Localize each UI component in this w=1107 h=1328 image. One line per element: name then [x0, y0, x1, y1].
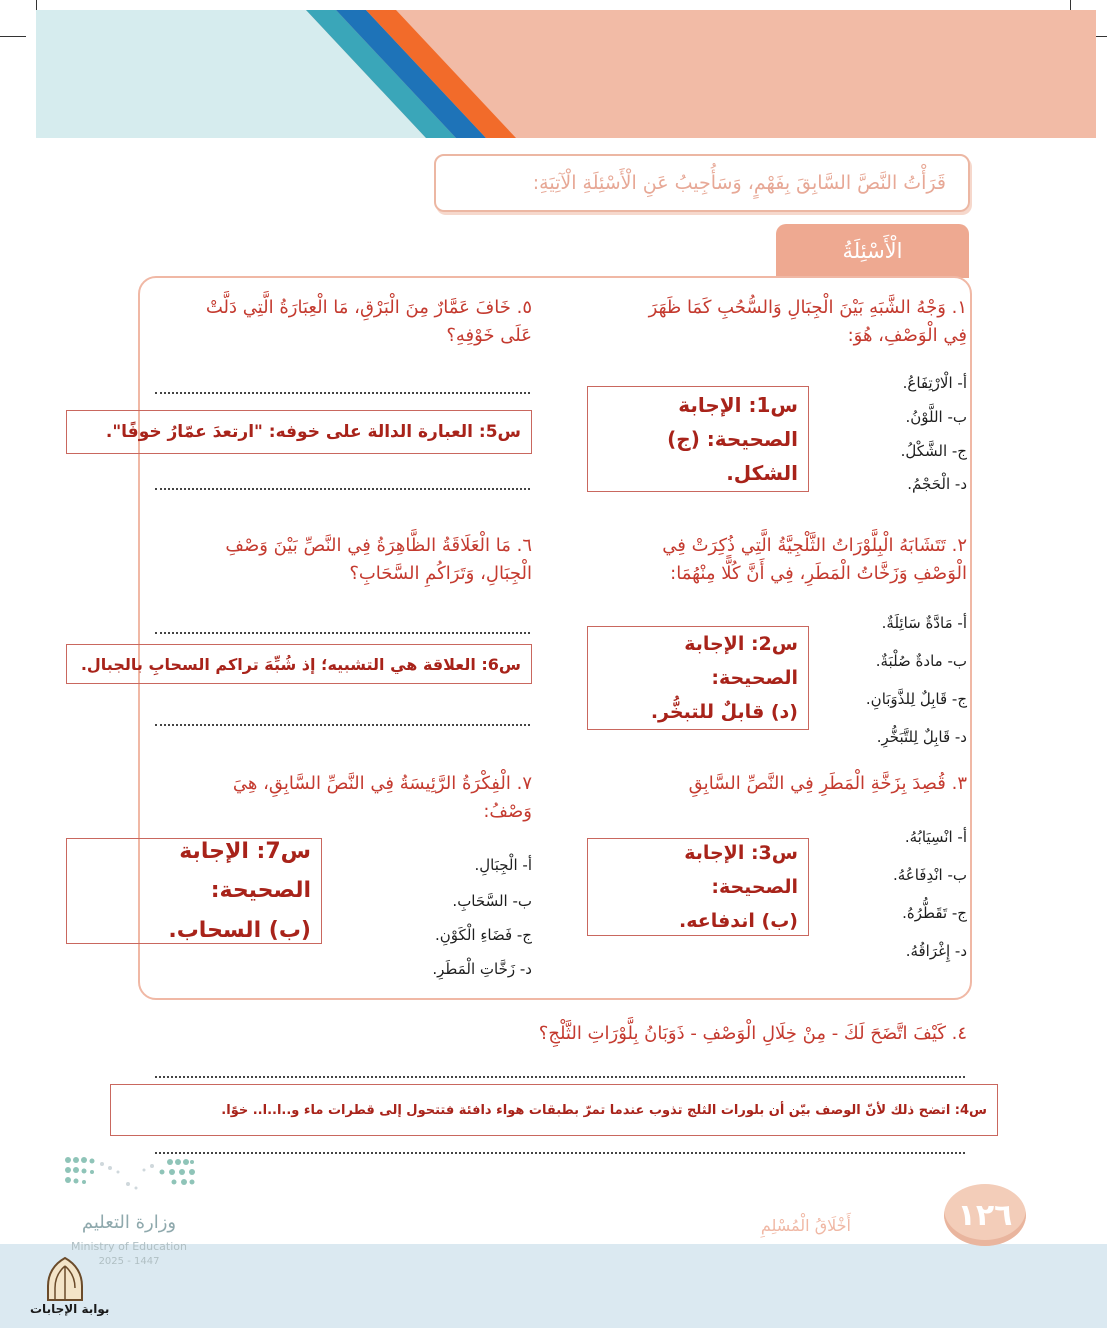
question-5-line1: ٥. خَافَ عَمَّارٌ مِنَ الْبَرْقِ، مَا الْعِبَارَةُ الَّتِي دَلَّتْ	[205, 297, 532, 318]
question-3-line1: ٣. قُصِدَ بِزَخَّةِ الْمَطَرِ فِي النَّصِّ السَّابِقِ	[688, 773, 967, 794]
question-7-line2: وَصْفُ:	[483, 800, 532, 822]
question-2-line2: الْوَصْفِ وَزَخَّاتُ الْمَطَرِ، فِي أَنَّ كُلًّا مِنْهُمَا:	[670, 562, 967, 584]
watermark-text: بوابة الإجابات	[30, 1302, 110, 1316]
question-1-option-b: ب- اللَّوْنُ.	[905, 408, 967, 426]
question-1-line1: ١. وَجْهُ الشَّبَهِ بَيْنَ الْجِبَالِ وَالسُّحُبِ كَمَا ظَهَرَ	[648, 297, 967, 318]
page-number: ١٢٦	[944, 1184, 1026, 1246]
answer-box-3	[587, 838, 809, 936]
question-3-option-d: د- إِغْرَاقُهُ.	[905, 942, 967, 960]
crop-mark	[0, 36, 26, 37]
question-7-option-b: ب- السَّحَابِ.	[452, 892, 532, 910]
question-1-option-d: د- الْحَجْمُ.	[907, 475, 967, 493]
ministry-logo-icon	[62, 1154, 196, 1200]
question-7-line1: ٧. الْفِكْرَةُ الرَّئِيسَةُ فِي النَّصِّ السَّابِقِ، هِيَ	[232, 773, 532, 794]
answer-box-4: س4: اتضح ذلك لأنّ الوصف بيّن أن بلورات الثلج تذوب عندما تمرّ بطبقات هواء دافئة فتتحول إلى قطرات ماء و..ا..ا.. خوًا.	[110, 1084, 998, 1136]
question-2-option-a: أ- مَادَّةٌ سَائِلَةٌ.	[881, 614, 967, 632]
question-6-line1: ٦. مَا الْعَلَاقَةُ الظَّاهِرَةُ فِي النَّصِّ بَيْنَ وَصْفِ	[225, 535, 532, 556]
question-4	[147, 1020, 967, 1048]
question-4-line1: ٤. كَيْفَ اتَّضَحَ لَكَ - مِنْ خِلَالِ الْوَصْفِ - ذَوَبَانُ بِلَّوْرَاتِ الثَّلْجِ؟	[538, 1023, 967, 1044]
answer-2-line2: (د) قابلٌ للتبخُّر.	[650, 701, 798, 724]
question-7-option-a: أ- الْجِبَالِ.	[474, 856, 532, 874]
answer-7-line1: س7: الإجابة الصحيحة:	[179, 838, 311, 904]
answer-box-5: س5: العبارة الدالة على خوفه: "ارتعدَ عمّارُ خوفًا".	[66, 410, 532, 454]
answer-line	[155, 1152, 965, 1154]
answer-line	[155, 724, 530, 726]
watermark-logo-icon	[44, 1256, 86, 1302]
book-title: أَخْلَاقُ الْمُسْلِمِ	[760, 1216, 851, 1235]
question-5-line2: عَلَى خَوْفِهِ؟	[446, 324, 532, 346]
question-2-option-c: ج- قَابِلٌ لِلذَّوَبَانِ.	[865, 690, 967, 708]
answer-line	[155, 488, 530, 490]
answer-1-line2: الصحيحة: (ج) الشكل.	[667, 427, 798, 485]
question-1-option-a: أ- الْارْتِفَاعُ.	[902, 374, 967, 392]
question-3-option-b: ب- انْدِفَاعُهُ.	[892, 866, 967, 884]
question-1	[547, 294, 967, 350]
question-6-line2: الْجِبَالِ، وَتَرَاكُمِ السَّحَابِ؟	[349, 562, 532, 584]
ministry-name-en: Ministry of Education	[70, 1240, 187, 1253]
question-7-option-d: د- زَخَّاتِ الْمَطَرِ.	[432, 960, 532, 978]
answer-2-line1: س2: الإجابة الصحيحة:	[684, 632, 798, 689]
header-stripes	[36, 10, 1096, 138]
question-2-line1: ٢. تَتَشَابَهُ الْبِلَّوْرَاتُ الثَّلْجِيَّةُ الَّتِي ذُكِرَتْ فِي	[662, 535, 967, 556]
answer-line	[155, 1076, 965, 1078]
question-3-option-a: أ- انْسِيَابُهُ.	[904, 828, 967, 846]
question-7	[150, 770, 532, 826]
answer-line	[155, 392, 530, 394]
question-3-option-c: ج- تَقَطُّرُهُ.	[902, 904, 967, 922]
question-1-line2: فِي الْوَصْفِ، هُوَ:	[847, 324, 967, 346]
answer-3-line2: (ب) اندفاعه.	[679, 910, 798, 933]
question-2-option-b: ب- مادةٌ صُلْبَةٌ.	[875, 652, 967, 670]
question-2-option-d: د- قَابِلٌ لِلتَّبَخُّرِ.	[876, 728, 967, 746]
answer-box-7	[66, 838, 322, 944]
ministry-name-ar: وزارة التعليم	[81, 1212, 177, 1233]
answer-box-1	[587, 386, 809, 492]
answer-line	[155, 632, 530, 634]
answer-box-6: س6: العلاقة هي التشبيه؛ إذ شُبِّهَ تراكم السحابِ بالجبال.	[66, 644, 532, 684]
answer-1-line1: س1: الإجابة	[678, 393, 798, 417]
question-7-option-c: ج- فَضَاءِ الْكَوْنِ.	[435, 926, 532, 944]
question-6	[150, 532, 532, 588]
instruction-box: قَرَأْتُ النَّصَّ السَّابِقَ بِفَهْمٍ، وَسَأُجِيبُ عَنِ الْأَسْئِلَةِ الْآتِيَةِ:	[434, 154, 970, 212]
answer-3-line1: س3: الإجابة الصحيحة:	[684, 841, 798, 898]
edition-year: 2025 - 1447	[98, 1256, 160, 1267]
question-1-option-c: ج- الشَّكْلُ.	[900, 442, 967, 460]
section-tab: الْأَسْئِلَةُ	[776, 224, 969, 278]
answer-box-2	[587, 626, 809, 730]
answer-7-line2: (ب) السحاب.	[168, 917, 311, 943]
question-3	[547, 770, 967, 798]
question-2	[547, 532, 967, 588]
question-5	[150, 294, 532, 350]
